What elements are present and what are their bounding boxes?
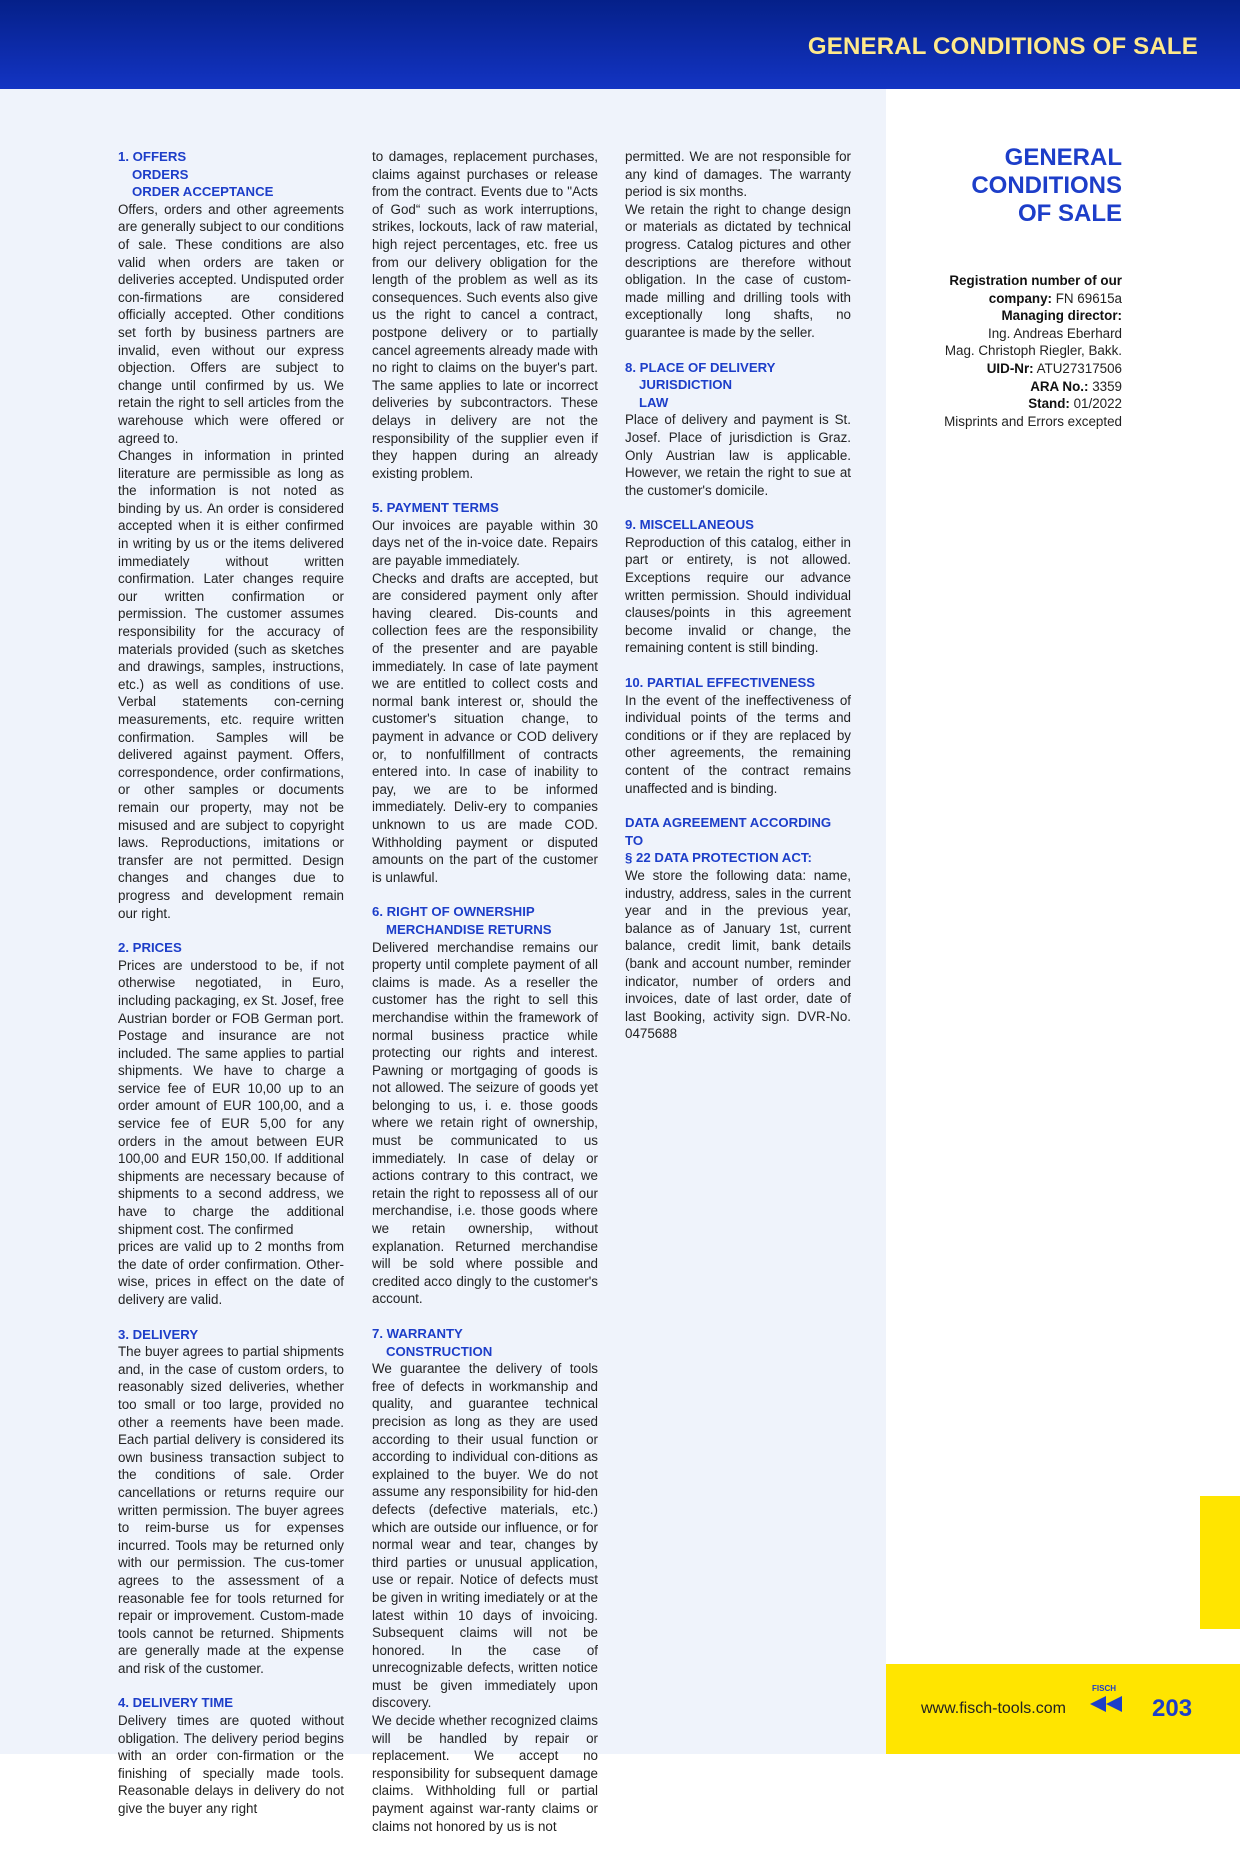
header-title: GENERAL CONDITIONS OF SALE: [807, 33, 1198, 60]
section-paragraph: The buyer agrees to partial shipments and, in the case of custom orders, to reasonably sized deliveries, whether too small or too large, provided no other a reements have been made. Each partial delivery is considered its own business transaction subject to the conditions of sale. Order cancellations or returns require our written permission. The buyer agrees to reim-burse us for expenses incurred. Tools may be returned only with our permission. The cus-tomer agrees to the assessment of a reasonable fee for tools returned for repair or improvement. Custom-made tools cannot be returned. Shipments are generally made at the expense and risk of the customer.: [118, 1344, 344, 1676]
section-paragraph: Changes in information in printed literature are permissible as long as the information is not noted as binding by us. An order is considered accepted when it is either confirmed in writing by us or the items delivered immediately without written confirmation. Later changes require our written confirmation or permission. The customer assumes responsibility for the accuracy of materials provided (such as sketches and drawings, samples, instructions, etc.) as well as conditions of use. Verbal statements con-cerning measurements, etc. require written confirmation. Samples will be delivered against payment. Offers, correspondence, order confirmations, or other samples or documents remain our property, may not be misused and are subject to copyright laws. Reproductions, imitations or transfer are not permitted. Design changes and changes due to progress and development remain our right.: [118, 448, 344, 921]
section-paragraph: Checks and drafts are accepted, but are considered payment only after having cleared. Dis-counts and collection fees are the responsibility of the presenter and are payable immediately. In case of late payment we are entitled to collect costs and normal bank interest or, should the customer's situation change, to payment in advance or COD delivery or, to nonfulfillment of contracts entered into. In case of inability to pay, we are to be informed immediately. Deliv-ery to companies unknown to us are made COD. Withholding payment or disputed amounts on the part of the customer is unlawful.: [372, 570, 598, 885]
section-paragraph: Offers, orders and other agreements are generally subject to our conditions of sale. These conditions are also valid when orders are taken or deliveries accepted. Undisputed order con-firmations are considered officially accepted. Other conditions set forth by business partners are invalid, even without our express objection. Offers are subject to change until confirmed by us. We retain the right to sell articles from the warehouse which were offered or agreed to.: [118, 201, 344, 446]
director-label: Managing director:: [1001, 308, 1122, 324]
section-ownership: [372, 903, 598, 1308]
section-delivery: [118, 1326, 344, 1678]
director-name: Ing. Andreas Eberhard: [988, 325, 1122, 341]
section-offers: [118, 148, 344, 922]
director-name: Mag. Christoph Riegler, Bakk.: [944, 343, 1122, 359]
section-paragraph: Reproduction of this catalog, either in part or entirety, is not allowed. Exceptions require our advance written permission. Should individual clauses/points in this agreement become invalid or change, the remaining content is still binding.: [625, 534, 851, 656]
section-paragraph: Delivered merchandise remains our property until complete payment of all claims is made. As a reseller the customer has the right to sell this merchandise within the framework of normal business practice while protecting our rights and interest. Pawning or mortgaging of goods is not allowed. The seizure of goods yet belonging to us, i. e. those goods where we retain right of ownership, must be communicated to us immediately. In case of delay or actions contrary to this contract, we retain the right to repossess all of our merchandise, i.e. those goods where we retain ownership, without explanation. Returned merchandise will be sold where possible and credited acco dingly to the customer's account.: [372, 939, 598, 1307]
logo-text: FISCH: [1092, 1684, 1116, 1693]
section-paragraph: We decide whether recognized claims will be handled by repair or replacement. We accept no responsibility for subsequent damage claims. Withholding full or partial payment against war-ranty claims or claims not honored by us is not: [372, 1713, 598, 1834]
section-miscellaneous: [625, 516, 851, 657]
fisch-logo-icon: [1088, 1686, 1126, 1720]
section-heading: 10. PARTIAL EFFECTIVENESS: [625, 675, 816, 691]
section-warranty-continued: [625, 148, 851, 342]
uid-number: UID-Nr: ATU27317506: [986, 360, 1122, 376]
section-heading: 4. DELIVERY TIME: [118, 1695, 234, 1711]
text-column-1: [118, 148, 344, 1835]
section-heading: DATA AGREEMENT ACCORDING TO § 22 DATA PROTECTION ACT:: [625, 815, 832, 866]
ara-number: ARA No.: 3359: [1030, 378, 1122, 394]
page-number: 203: [1152, 1695, 1193, 1722]
section-heading: 7. WARRANTY CONSTRUCTION: [372, 1326, 493, 1359]
section-delivery-time-continued: [372, 148, 598, 482]
registration-info: [922, 272, 1122, 430]
section-paragraph: We retain the right to change design or materials as dictated by technical progress. Catalog pictures and other descriptions are therefore without obligation. In the case of custom-made milling and drilling tools with exceptionally long shafts, no guarantee is made by the seller.: [625, 201, 851, 340]
section-heading: 9. MISCELLANEOUS: [625, 517, 754, 533]
section-paragraph: Our invoices are payable within 30 days net of the in-voice date. Repairs are payable immediately.: [372, 517, 598, 569]
footer: [886, 1664, 1240, 1754]
section-heading: 6. RIGHT OF OWNERSHIP MERCHANDISE RETURNS: [372, 904, 552, 937]
section-warranty: [372, 1325, 598, 1835]
section-data-agreement: [625, 814, 851, 1043]
section-paragraph: Place of delivery and payment is St. Josef. Place of jurisdiction is Graz. Only Austrian law is applicable. However, we retain the right to sue at the customer's domicile.: [625, 412, 851, 498]
header-bar: [0, 0, 1240, 89]
section-paragraph: We store the following data: name, industry, address, sales in the current year and in the previous year, balance as of January 1st, current balance, credit limit, bank details (bank and account number, reminder indicator, number of orders and invoices, date of last order, date of last Booking, activity sign. DVR-No. 0475688: [625, 867, 851, 1042]
section-heading: 8. PLACE OF DELIVERY JURISDICTION LAW: [625, 359, 776, 410]
section-paragraph: Prices are understood to be, if not otherwise negotiated, in Euro, including packaging, ex St. Josef, free Austrian border or FOB German port. Postage and insurance are not included. The same applies to partial shipments. We have to charge a service fee of EUR 10,00 up to an order amount of EUR 100,00, and a service fee of EUR 5,00 for any orders in the amout between EUR 100,00 and EUR 150,00. If additional shipments are necessary because of shipments to a second address, we have to charge the additional shipment cost. The confirmed: [118, 957, 344, 1237]
section-paragraph: to damages, replacement purchases, claims against purchases or release from the contract. Events due to "Acts of God“ such as work interruptions, strikes, lockouts, lack of raw material, high reject percentages, etc. free us from our delivery obligation for the length of the problem as well as its consequences. Such events also give us the right to cancel a contract, postpone delivery or to partially cancel agreements already made with no right to claims on the buyer's part. The same applies to late or incorrect deliveries by subcontractors. These delays in delivery are not the responsibility of the supplier even if they happen during an already existing problem.: [372, 149, 598, 481]
section-paragraph: We guarantee the delivery of tools free of defects in workmanship and quality, and guarantee technical precision as long as they are used according to their usual function or according to individual con-ditions as explained to the buyer. We do not assume any responsibility for hid-den defects (defective materials, etc.) which are outside our influence, or for normal wear and tear, changes by third parties or unusual application, use or repair. Notice of defects must be given in writing imediately or at the latest within 10 days of invoicing. Subsequent claims will not be honored. In the case of unrecognizable defects, written notice must be given immediately upon discovery.: [372, 1361, 598, 1711]
errors-note: Misprints and Errors excepted: [944, 413, 1122, 429]
section-paragraph: permitted. We are not responsible for any kind of damages. The warranty period is six months.: [625, 149, 851, 200]
section-paragraph: In the event of the ineffectiveness of individual points of the terms and conditions or if they are replaced by other agreements, the remaining content of the contract remains unaffected and is binding.: [625, 692, 851, 796]
website-link[interactable]: www.fisch-tools.com: [921, 1700, 1066, 1717]
sidebar-heading: GENERAL CONDITIONS OF SALE: [971, 144, 1122, 227]
section-prices: [118, 939, 344, 1308]
section-payment-terms: [372, 499, 598, 886]
yellow-side-tab: [1200, 1496, 1240, 1629]
section-delivery-time: [118, 1694, 344, 1817]
text-column-3: [625, 148, 851, 1060]
section-heading: 1. OFFERS ORDERS ORDER ACCEPTANCE: [118, 149, 274, 200]
stand-date: Stand: 01/2022: [1028, 396, 1122, 412]
text-column-2: [372, 148, 598, 1852]
section-partial-effectiveness: [625, 674, 851, 797]
section-heading: 2. PRICES: [118, 940, 182, 956]
section-heading: 3. DELIVERY: [118, 1326, 199, 1342]
section-place-of-delivery: [625, 359, 851, 500]
registration-number: Registration number of our company: FN 69615a: [949, 273, 1122, 306]
section-heading: 5. PAYMENT TERMS: [372, 500, 499, 516]
section-paragraph: prices are valid up to 2 months from the date of order confirmation. Other-wise, prices in effect on the date of delivery are valid.: [118, 1239, 344, 1307]
section-paragraph: Delivery times are quoted without obligation. The delivery period begins with an order con-firmation or the finishing of specially made tools. Reasonable delays in delivery do not give the buyer any right: [118, 1713, 344, 1817]
